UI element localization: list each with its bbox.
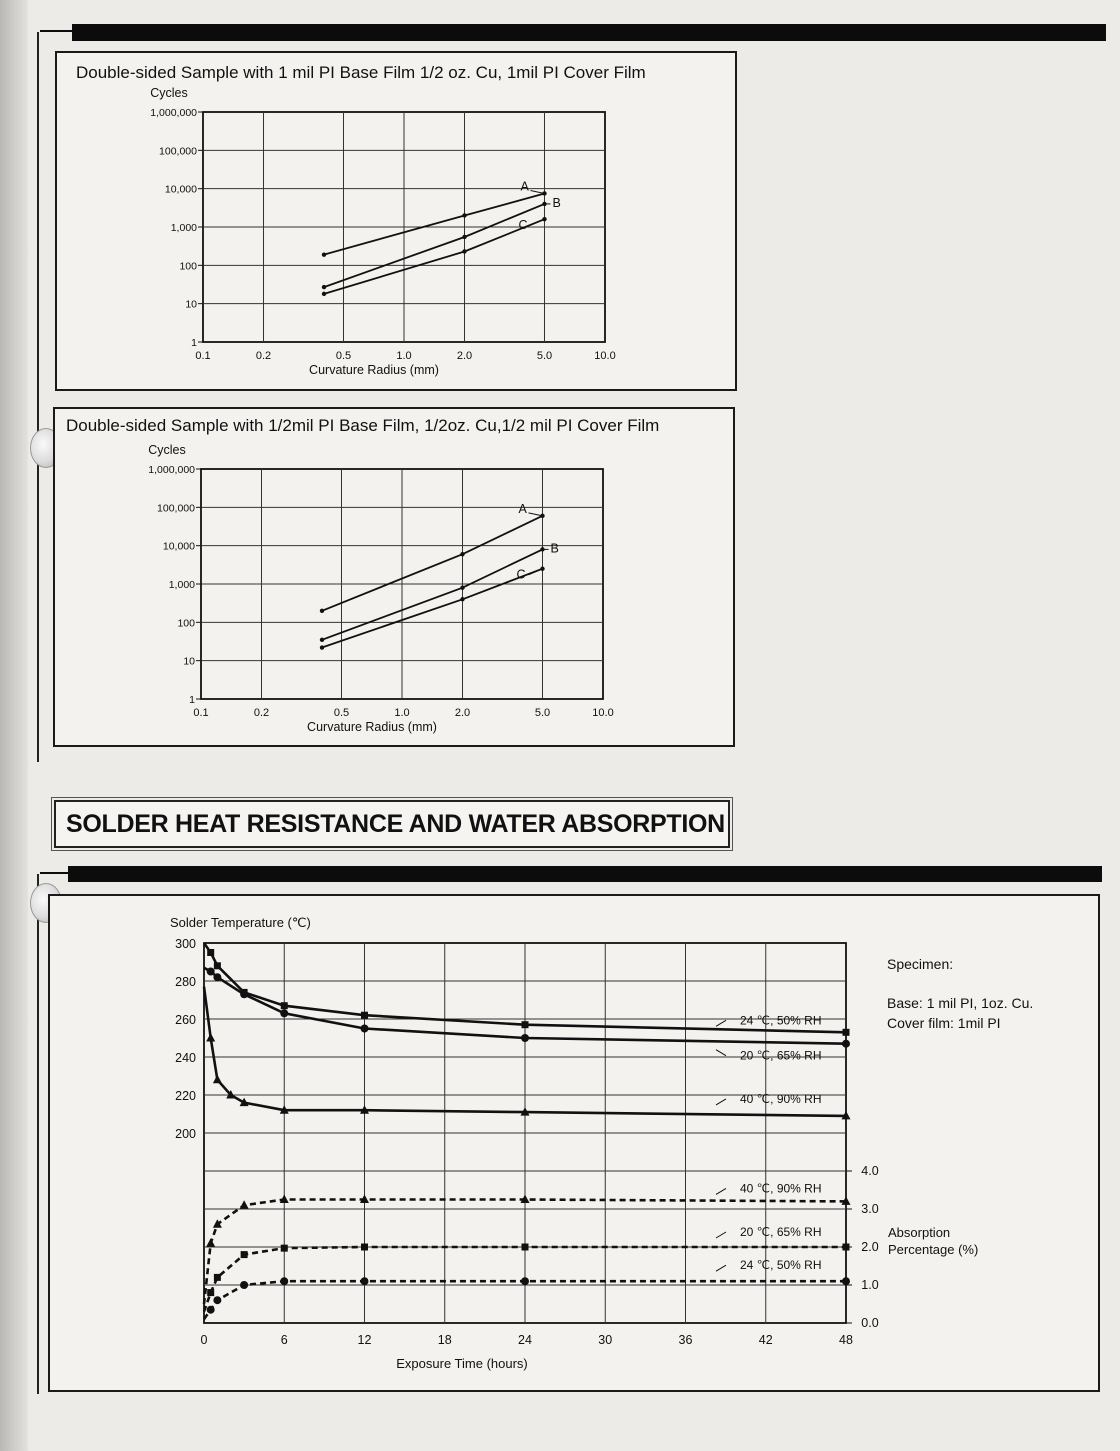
- data-point-a: [460, 552, 464, 556]
- data-point-c: [460, 597, 464, 601]
- top-rule: [72, 24, 1106, 41]
- x-tick-label: 18: [437, 1333, 452, 1347]
- x-tick-label: 1.0: [394, 707, 410, 719]
- specimen-heading: Specimen:: [887, 956, 954, 972]
- y-tick-label: 10: [183, 655, 195, 668]
- section-heading-box: [54, 800, 730, 848]
- data-point-c: [320, 645, 324, 649]
- series-label-b: B: [552, 195, 561, 210]
- x-axis-label: Curvature Radius (mm): [307, 720, 437, 734]
- x-tick-label: 1.0: [396, 350, 412, 362]
- left-margin-line-bottom: [37, 874, 39, 1394]
- chart-title: Double-sided Sample with 1 mil PI Base Film 1/2 oz. Cu, 1mil PI Cover Film: [76, 63, 646, 82]
- y-tick-label: 10: [185, 298, 197, 311]
- data-point-circle: [521, 1034, 529, 1042]
- y-tick-label-left: 220: [175, 1089, 196, 1103]
- series-label-leader: [528, 513, 542, 516]
- data-point-triangle: [206, 1033, 215, 1042]
- data-point-c: [322, 292, 326, 296]
- y-tick-label-right: 3.0: [861, 1202, 879, 1216]
- series-line-b: [322, 549, 543, 639]
- data-point-circle: [521, 1277, 529, 1285]
- data-point-b: [460, 586, 464, 590]
- series-label-leader: [716, 1099, 726, 1105]
- x-tick-label: 0: [200, 1333, 208, 1347]
- y-tick-label-left: 200: [175, 1127, 196, 1141]
- y-tick-label: 1,000,000: [148, 464, 195, 476]
- data-point-circle: [280, 1277, 288, 1285]
- flex-life-chart-2: [138, 439, 618, 739]
- data-point-circle: [240, 990, 248, 998]
- series-label-leader: [716, 1232, 726, 1238]
- data-point-square: [207, 1289, 214, 1296]
- x-tick-label: 2.0: [456, 350, 473, 362]
- y-axis-label: Cycles: [150, 86, 188, 100]
- x-tick-label: 12: [357, 1333, 372, 1347]
- x-tick-label: 0.5: [333, 707, 350, 719]
- series-line-a: [324, 194, 545, 255]
- series-label: 24 ℃, 50% RH: [740, 1013, 822, 1028]
- data-point-square: [241, 1251, 248, 1258]
- data-point-circle: [842, 1040, 850, 1048]
- data-point-c: [540, 567, 544, 571]
- y-tick-label: 10,000: [164, 183, 197, 196]
- data-point-a: [462, 213, 466, 217]
- x-tick-label: 0.5: [335, 350, 352, 362]
- solder-heat-chart: [140, 905, 1000, 1385]
- series-label: 24 ℃, 50% RH: [740, 1258, 822, 1273]
- series-label-c: C: [518, 218, 528, 233]
- x-tick-label: 0.1: [195, 350, 211, 362]
- data-point-a: [322, 252, 326, 256]
- series-label-leader: [530, 190, 544, 193]
- x-axis-label: Exposure Time (hours): [396, 1356, 528, 1371]
- series-label: 20 ℃, 65% RH: [740, 1048, 822, 1063]
- y-axis-label-left: Solder Temperature (℃): [170, 915, 311, 930]
- y-tick-label: 10,000: [162, 540, 195, 553]
- data-point-b: [462, 235, 466, 239]
- data-point-square: [207, 949, 214, 956]
- y-tick-label: 100: [179, 260, 197, 273]
- data-point-circle: [361, 1025, 369, 1033]
- series-label: 40 ℃, 90% RH: [740, 1181, 822, 1196]
- specimen-base: Base: 1 mil PI, 1oz. Cu.: [887, 995, 1034, 1011]
- data-point-square: [281, 1245, 288, 1252]
- specimen-cover: Cover film: 1mil PI: [887, 1015, 1001, 1031]
- series-label-leader: [716, 1050, 726, 1056]
- y-tick-label-right: 0.0: [861, 1316, 879, 1330]
- series-line-c: [322, 569, 543, 648]
- data-point-b: [320, 638, 324, 642]
- series-label: 20 ℃, 65% RH: [740, 1225, 822, 1239]
- series-label-a: A: [520, 179, 529, 194]
- y-axis-label: Cycles: [148, 443, 186, 457]
- y-tick-label: 1,000: [168, 579, 195, 591]
- x-tick-label: 5.0: [534, 707, 551, 719]
- series-line-a: [322, 516, 543, 611]
- data-point-square: [361, 1012, 368, 1019]
- y-tick-label: 100,000: [159, 145, 197, 158]
- y-tick-label: 100,000: [157, 502, 195, 515]
- x-tick-label: 10.0: [592, 707, 614, 719]
- data-point-circle: [207, 1306, 215, 1314]
- series-line-c: [324, 219, 545, 294]
- x-tick-label: 6: [280, 1333, 288, 1347]
- data-point-b: [322, 285, 326, 289]
- y-tick-label: 1: [191, 337, 197, 349]
- data-point-circle: [280, 1009, 288, 1017]
- data-point-circle: [842, 1277, 850, 1285]
- data-point-circle: [213, 973, 221, 981]
- section-heading: SOLDER HEAT RESISTANCE AND WATER ABSORPTION: [66, 810, 725, 838]
- x-tick-label: 2.0: [454, 707, 471, 719]
- x-tick-label: 42: [758, 1333, 773, 1347]
- data-point-triangle: [206, 1238, 215, 1247]
- data-point-square: [281, 1002, 288, 1009]
- series-label-leader: [530, 219, 544, 225]
- x-tick-label: 48: [839, 1333, 853, 1347]
- data-point-square: [843, 1029, 850, 1036]
- data-point-circle: [240, 1281, 248, 1289]
- y-tick-label: 1,000,000: [150, 107, 197, 119]
- series-label-a: A: [518, 501, 527, 516]
- chart-title: Double-sided Sample with 1/2mil PI Base Film, 1/2oz. Cu,1/2 mil PI Cover Film: [66, 416, 660, 435]
- data-point-a: [320, 609, 324, 613]
- data-point-c: [462, 249, 466, 253]
- x-tick-label: 24: [518, 1333, 532, 1347]
- flex-life-chart-1: [140, 82, 620, 382]
- y-tick-label-left: 240: [175, 1051, 196, 1065]
- data-point-triangle: [240, 1200, 249, 1209]
- series-label: 40 ℃, 90% RH: [740, 1091, 822, 1106]
- middle-rule-thin: [40, 872, 70, 874]
- series-label-leader: [716, 1020, 726, 1026]
- middle-rule: [68, 866, 1102, 882]
- x-tick-label: 0.1: [193, 707, 209, 719]
- x-tick-label: 5.0: [536, 350, 553, 362]
- data-point-square: [522, 1244, 529, 1251]
- series-label-b: B: [550, 541, 559, 556]
- y-tick-label-right: 4.0: [861, 1164, 879, 1178]
- data-point-circle: [207, 968, 215, 976]
- y-tick-label: 1: [189, 694, 195, 706]
- data-point-circle: [213, 1296, 221, 1304]
- top-rule-thin: [40, 30, 74, 32]
- scan-shadow-edge: [0, 0, 28, 1451]
- y-tick-label-left: 260: [175, 1013, 196, 1027]
- x-tick-label: 0.2: [255, 350, 272, 362]
- data-point-square: [214, 962, 221, 969]
- series-label-c: C: [516, 567, 526, 582]
- data-point-circle: [361, 1277, 369, 1285]
- y-tick-label-left: 280: [175, 975, 196, 989]
- left-margin-line-top: [37, 32, 39, 762]
- x-tick-label: 10.0: [594, 350, 616, 362]
- y-tick-label-right: 2.0: [861, 1240, 879, 1254]
- data-point-triangle: [213, 1075, 222, 1084]
- y-tick-label: 1,000: [170, 222, 197, 234]
- y-axis-label-right: Percentage (%): [888, 1242, 979, 1257]
- x-axis-label: Curvature Radius (mm): [309, 363, 439, 377]
- series-label-leader: [528, 569, 542, 575]
- y-tick-label: 100: [177, 617, 195, 630]
- data-point-square: [843, 1244, 850, 1251]
- series-label-leader: [716, 1265, 726, 1271]
- data-point-square: [361, 1244, 368, 1251]
- x-tick-label: 36: [678, 1333, 693, 1347]
- data-point-square: [214, 1274, 221, 1281]
- y-tick-label-left: 300: [175, 937, 196, 951]
- data-point-square: [522, 1021, 529, 1028]
- series-label-leader: [716, 1188, 726, 1194]
- x-tick-label: 0.2: [253, 707, 270, 719]
- y-tick-label-right: 1.0: [861, 1278, 879, 1292]
- y-axis-label-right: Absorption: [888, 1225, 951, 1240]
- x-tick-label: 30: [598, 1333, 613, 1347]
